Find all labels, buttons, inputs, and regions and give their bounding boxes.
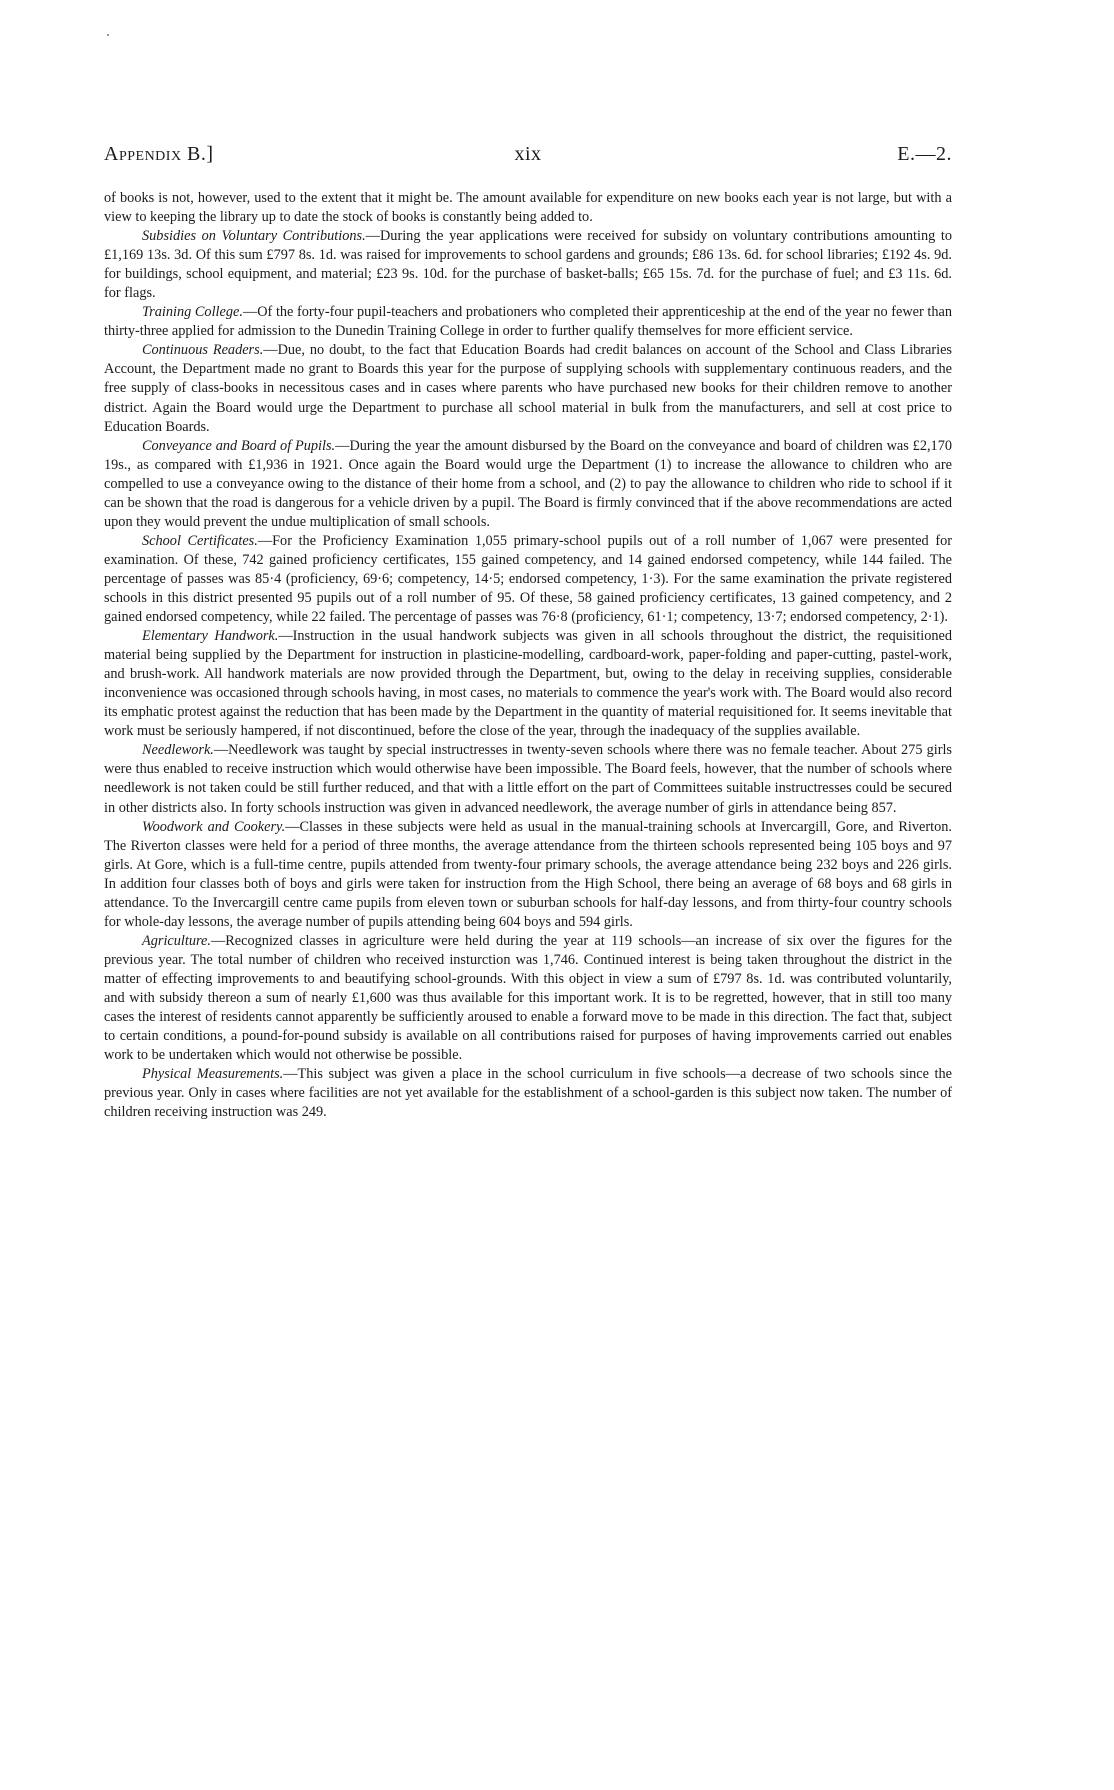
- header-section-code: E.—2.: [897, 143, 952, 165]
- paragraph-heading: Subsidies on Voluntary Contributions.: [142, 228, 366, 245]
- paragraph-library-continuation: [104, 189, 952, 227]
- paragraph-continuous-readers: [104, 341, 952, 436]
- paragraph-text: —Of the forty-four pupil-teachers and probationers who completed their apprenticeship at the end of the year no fewer than thirty-three applied for admission to the Dunedin Training College in order to further qualify themselves for more efficient service.: [104, 304, 952, 340]
- paragraph-heading: Continuous Readers.: [142, 342, 264, 359]
- paragraph-text: —Needlework was taught by special instructresses in twenty-seven schools where there was no female teacher. About 275 girls were thus enabled to receive instruction which would otherwise have been impossible. The Board feels, however, that the number of schools where needlework is not taken could be still further reduced, and that with a little effort on the part of Committees suitable instructresses could be secured in other districts also. In forty schools instruction was given in advanced needlework, the average number of girls in attendance being 857.: [104, 742, 952, 816]
- page-number: xix: [514, 143, 542, 165]
- paragraph-text: —Instruction in the usual handwork subjects was given in all schools throughout the district, the requisitioned material being supplied by the Department for instruction in plasticine-modelling, cardboard-work, paper-folding and paper-cutting, pastel-work, and brush-work. All handwork materials are now provided through the Department, but, owing to the delay in receiving supplies, considerable inconvenience was occasioned through schools having, in most cases, no materials to commence the year's work with. The Board would also record its emphatic protest against the reduction that has been made by the Department in the quantity of material requisitioned for. It seems inevitable that work must be seriously hampered, if not discontinued, before the close of the year, through the inadequacy of the supplies available.: [104, 628, 952, 740]
- paragraph-physical-measurements: [104, 1065, 952, 1122]
- paragraph-text: —During the year the amount disbursed by the Board on the conveyance and board of children was £2,170 19s., as compared with £1,936 in 1921. Once again the Board would urge the Department (1) to increase the allowance to children who are compelled to use a conveyance owing to the distance of their home from a school, and (2) to pay the allowance to children who ride to school if it can be shown that the road is dangerous for a vehicle driven by a pupil. The Board is firmly convinced that if the above recommendations are acted upon they would prevent the undue multiplication of small schools.: [104, 437, 952, 530]
- paragraph-training-college: [104, 303, 952, 341]
- paragraph-conveyance: [104, 437, 952, 532]
- paragraph-text: —Recognized classes in agriculture were held during the year at 119 schools—an increase of six over the figures for the previous year. The total number of children who received insturction was 1,746. Continued interest is being taken throughout the district in the matter of effecting improvements to and beautifying school-grounds. With this object in view a sum of £797 8s. 1d. was contributed voluntarily, and with subsidy thereon a sum of nearly £1,600 was thus available for this important work. It is to be regretted, however, that in still too many cases the interest of residents cannot apparently be sufficiently aroused to enable a forward move to be made in this direction. The fact that, subject to certain conditions, a pound-for-pound subsidy is available on all contributions raised for purposes of having improvements carried out enables work to be undertaken which would not otherwise be possible.: [104, 932, 952, 1064]
- document-page: [104, 143, 952, 1122]
- body-text: [104, 189, 952, 1122]
- paragraph-text: —Due, no doubt, to the fact that Education Boards had credit balances on account of the School and Class Libraries Account, the Department made no grant to Boards this year for the purpose of supplying schools with supplementary continuous readers, and the free supply of class-books in necessitous cases and in cases where parents who have purchased new books for their children remove to another district. Again the Board would urge the Department to purchase all school material in bulk from the manufacturers, and sell at cost price to Education Boards.: [104, 342, 952, 435]
- paragraph-heading: Training College.: [142, 304, 243, 321]
- header-appendix: Appendix B.]: [104, 143, 214, 165]
- paragraph-heading: Elementary Handwork.: [142, 628, 279, 645]
- page-speck: [107, 34, 109, 36]
- running-header: [104, 143, 952, 177]
- paragraph-subsidies: [104, 227, 952, 303]
- paragraph-woodwork-cookery: [104, 818, 952, 932]
- paragraph-text: —This subject was given a place in the school curriculum in five schools—a decrease of two schools since the previous year. Only in cases where facilities are not yet available for the establishment of a school-garden is this subject now taken. The number of children receiving instruction was 249.: [104, 1066, 952, 1121]
- paragraph-heading: Physical Measurements.: [142, 1066, 284, 1083]
- paragraph-heading: Agriculture.: [142, 932, 211, 949]
- paragraph-heading: Conveyance and Board of Pupils.: [142, 437, 336, 454]
- paragraph-text: —Classes in these subjects were held as usual in the manual-training schools at Invercargill, Gore, and Riverton. The Riverton classes were held for a period of three months, the average attendance from the thirteen schools represented being 105 boys and 97 girls. At Gore, which is a full-time centre, pupils attended from twenty-four primary schools, the average attendance being 232 boys and 226 girls. In addition four classes both of boys and girls were taken for instruction from the High School, there being an average of 68 boys and 68 girls in attendance. To the Invercargill centre came pupils from eleven town or suburban schools for half-day lessons, and from thirty-four country schools for whole-day lessons, the average number of pupils attending being 604 boys and 594 girls.: [104, 818, 952, 930]
- paragraph-school-certificates: [104, 532, 952, 627]
- paragraph-text: of books is not, however, used to the extent that it might be. The amount available for expenditure on new books each year is not large, but with a view to keeping the library up to date the stock of books is constantly being added to.: [104, 190, 952, 226]
- paragraph-heading: School Certificates.: [142, 532, 258, 549]
- paragraph-agriculture: [104, 932, 952, 1065]
- paragraph-heading: Needlework.: [142, 742, 214, 759]
- paragraph-heading: Woodwork and Cookery.: [142, 818, 286, 835]
- paragraph-elementary-handwork: [104, 627, 952, 741]
- paragraph-needlework: [104, 741, 952, 817]
- paragraph-text: —During the year applications were received for subsidy on voluntary contributions amounting to £1,169 13s. 3d. Of this sum £797 8s. 1d. was raised for improvements to school gardens and grounds; £86 13s. 6d. for school libraries; £192 4s. 9d. for buildings, school equipment, and material; £23 9s. 10d. for the purchase of basket-balls; £65 15s. 7d. for the purchase of fuel; and £3 11s. 6d. for flags.: [104, 228, 952, 302]
- paragraph-text: —For the Proficiency Examination 1,055 primary-school pupils out of a roll number of 1,067 were presented for examination. Of these, 742 gained proficiency certificates, 155 gained competency, and 14 gained endorsed competency, while 144 failed. The percentage of passes was 85·4 (proficiency, 69·6; competency, 14·5; endorsed competency, 1·3). For the same examination the private registered schools in this district presented 95 pupils out of a roll number of 95. Of these, 58 gained proficiency certificates, 13 gained competency, and 2 gained endorsed competency, while 22 failed. The percentage of passes was 76·8 (proficiency, 61·1; competency, 13·7; endorsed competency, 2·1).: [104, 532, 952, 626]
